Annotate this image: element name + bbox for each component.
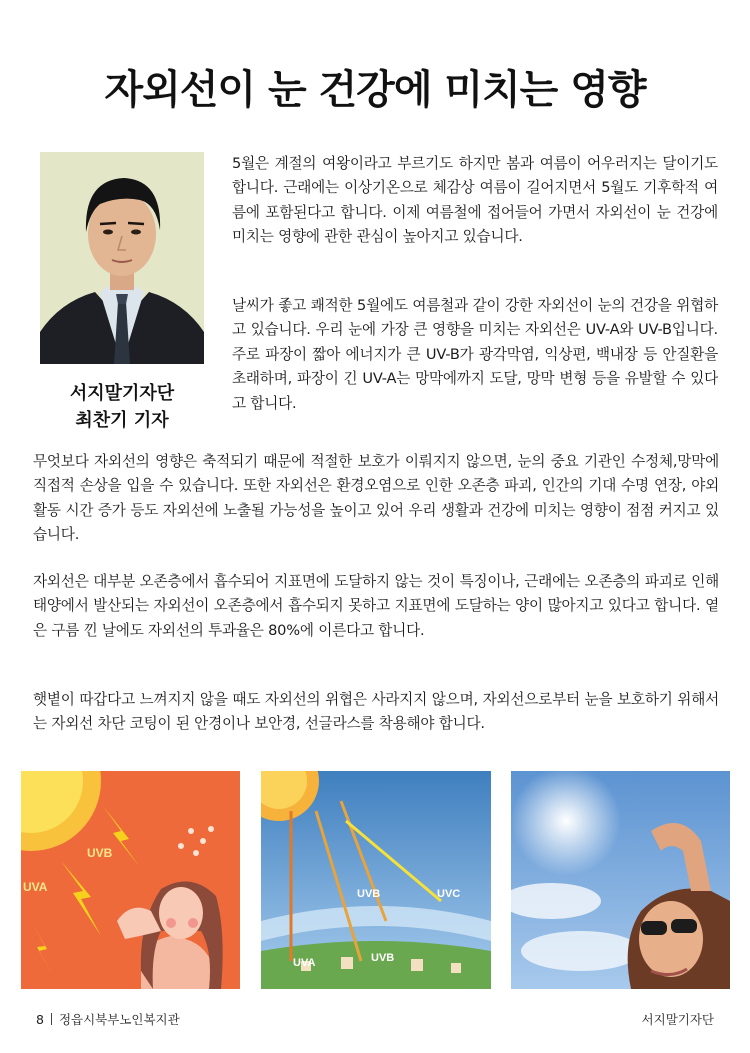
fig2-uva-label: UVA (293, 957, 316, 969)
reporter-name: 최찬기 기자 (75, 410, 169, 431)
paragraph-4: 자외선은 대부분 오존층에서 흡수되어 지표면에 도달하지 않는 것이 특징이나, 근래에는 오존층의 파괴로 인해 태양에서 발산되는 자외선이 오존층에서 흡수되지 못하고 지표면에 도달하는 양이 많아지고 있다고 합니다. 옅은 구름 낀 날에도 자외선의 투과율은 80%에 이른다고 합니다. (33, 573, 719, 639)
reporter-portrait (40, 152, 204, 364)
fig1-uvb-label: UVB (87, 846, 113, 860)
paragraph-5: 햇볕이 따갑다고 느껴지지 않을 때도 자외선의 위협은 사라지지 않으며, 자외선으로부터 눈을 보호하기 위해서는 자외선 차단 코팅이 된 안경이나 보안경, 선글라스를 착용해야 합니다. (33, 691, 719, 733)
fig2-uvb-label: UVB (357, 888, 381, 900)
page-title: 자외선이 눈 건강에 미치는 영향 (104, 67, 646, 113)
reporter-credit (28, 380, 216, 434)
paragraph-1: 5월은 계절의 여왕이라고 부르기도 하지만 봄과 여름이 어우러지는 달이기도 합니다. 근래에는 이상기온으로 체감상 여름이 길어지면서 5월도 기후학적 여름에 포함된다고 합니다. 이제 여름철에 접어들어 가면서 자외선이 눈 건강에 미치는 영향에 관한 관심이 높아지고 있습니다. (232, 155, 718, 246)
uv-atmosphere-illustration (261, 771, 491, 989)
fig2-uvc-label: UVC (437, 888, 461, 900)
footer-page-info (36, 1010, 180, 1028)
org-name: 정읍시북부노인복지관 (58, 1012, 180, 1027)
paragraph-2: 날씨가 좋고 쾌적한 5월에도 여름철과 같이 강한 자외선이 눈의 건강을 위협하고 있습니다. 우리 눈에 가장 큰 영향을 미치는 자외선은 UV-A와 UV-B입니다. 주로 파장이 짧아 에너지가 큰 UV-B가 광각막염, 익상편, 백내장 등 안질환을 초래하며, 파장이 긴 UV-A는 망막에까지 도달, 망막 변형 등을 유발할 수 있다고 합니다. (232, 297, 718, 412)
page-number: 8 (36, 1012, 44, 1027)
footer-section: 서지말기자단 (641, 1012, 714, 1027)
fig2-uvb-ground-label: UVB (371, 952, 395, 964)
fig1-uva-label: UVA (23, 880, 48, 894)
reporter-group: 서지말기자단 (69, 383, 175, 404)
sunglasses-photo (511, 771, 730, 989)
uv-woman-illustration (21, 771, 240, 989)
paragraph-3: 무엇보다 자외선의 영향은 축적되기 때문에 적절한 보호가 이뤄지지 않으면, 눈의 중요 기관인 수정체,망막에 직접적 손상을 입을 수 있습니다. 또한 자외선은 환경오염으로 인한 오존층 파괴, 인간의 기대 수명 연장, 야외활동 시간 증가 등도 자외선에 노출될 가능성을 높이고 있어 우리 생활과 건강에 미치는 영향이 점점 커지고 있습니다. (33, 453, 719, 544)
footer-divider (51, 1013, 52, 1025)
